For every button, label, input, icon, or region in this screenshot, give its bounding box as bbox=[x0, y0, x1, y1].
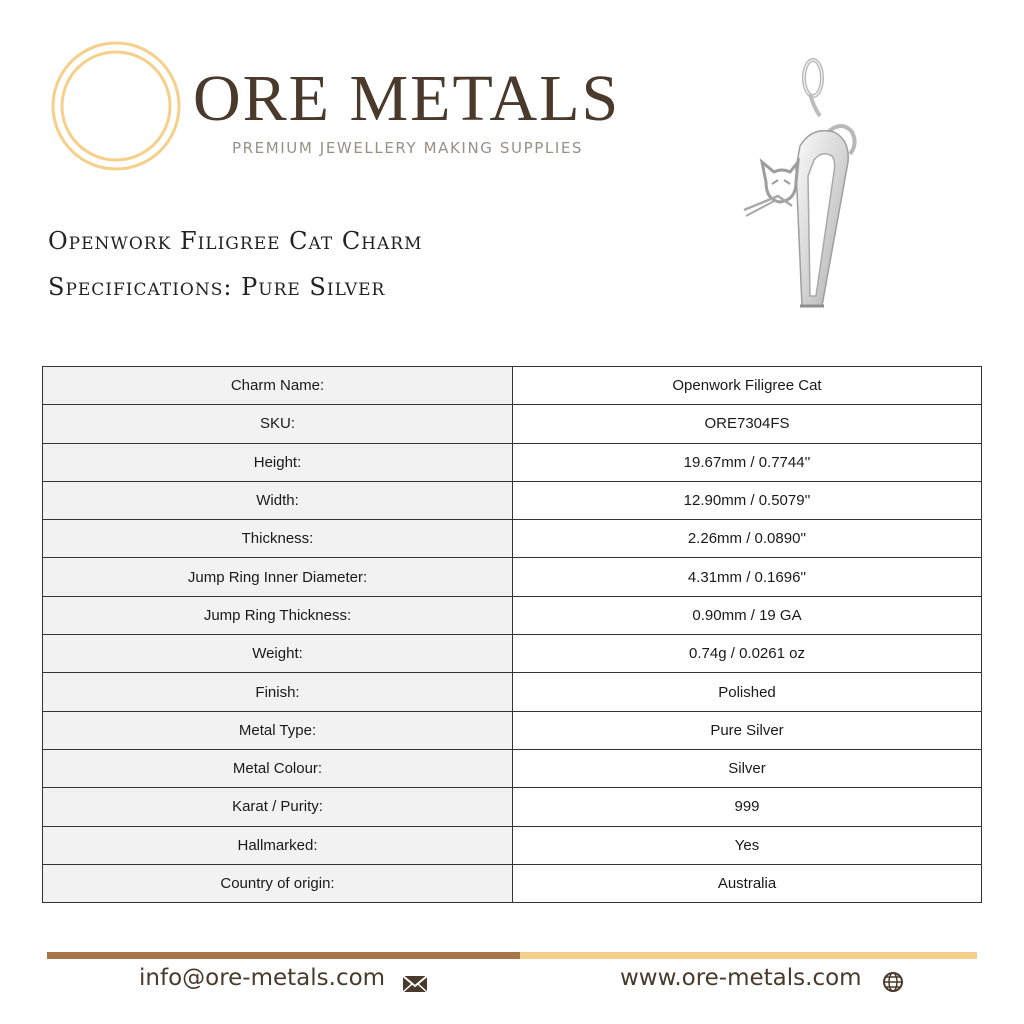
spec-label: Jump Ring Thickness: bbox=[43, 596, 513, 634]
table-row bbox=[43, 367, 982, 405]
table-row bbox=[43, 481, 982, 519]
spec-label: Height: bbox=[43, 443, 513, 481]
spec-value: Openwork Filigree Cat bbox=[513, 367, 982, 405]
spec-value: 12.90mm / 0.5079'' bbox=[513, 481, 982, 519]
brand-name: ORE METALS bbox=[193, 62, 621, 135]
cat-charm-icon bbox=[730, 50, 870, 320]
table-row bbox=[43, 788, 982, 826]
table-row bbox=[43, 826, 982, 864]
logo-ring-icon bbox=[50, 40, 182, 172]
spec-label: Country of origin: bbox=[43, 864, 513, 902]
footer-bar-left bbox=[47, 952, 520, 959]
spec-value: 2.26mm / 0.0890'' bbox=[513, 520, 982, 558]
spec-label: Width: bbox=[43, 481, 513, 519]
footer-website-link[interactable]: www.ore-metals.com bbox=[620, 965, 862, 991]
footer-bar-right bbox=[520, 952, 977, 959]
table-row bbox=[43, 673, 982, 711]
spec-value: Silver bbox=[513, 749, 982, 787]
table-row bbox=[43, 405, 982, 443]
table-row bbox=[43, 596, 982, 634]
spec-label: Thickness: bbox=[43, 520, 513, 558]
spec-table bbox=[42, 366, 982, 903]
table-row bbox=[43, 864, 982, 902]
spec-label: Charm Name: bbox=[43, 367, 513, 405]
spec-label: Weight: bbox=[43, 635, 513, 673]
spec-value: 4.31mm / 0.1696'' bbox=[513, 558, 982, 596]
spec-label: Finish: bbox=[43, 673, 513, 711]
spec-label: Metal Type: bbox=[43, 711, 513, 749]
spec-label: Hallmarked: bbox=[43, 826, 513, 864]
product-specifications: Specifications: Pure Silver bbox=[48, 273, 386, 301]
spec-value: Yes bbox=[513, 826, 982, 864]
table-row bbox=[43, 635, 982, 673]
spec-value: Australia bbox=[513, 864, 982, 902]
table-row bbox=[43, 711, 982, 749]
brand-tagline: PREMIUM JEWELLERY MAKING SUPPLIES bbox=[232, 139, 584, 157]
spec-label: Karat / Purity: bbox=[43, 788, 513, 826]
table-row bbox=[43, 520, 982, 558]
spec-value: 19.67mm / 0.7744'' bbox=[513, 443, 982, 481]
spec-value: 0.90mm / 19 GA bbox=[513, 596, 982, 634]
spec-value: 0.74g / 0.0261 oz bbox=[513, 635, 982, 673]
spec-value: Polished bbox=[513, 673, 982, 711]
spec-label: SKU: bbox=[43, 405, 513, 443]
spec-value: ORE7304FS bbox=[513, 405, 982, 443]
table-row bbox=[43, 443, 982, 481]
table-row bbox=[43, 558, 982, 596]
product-title: Openwork Filigree Cat Charm bbox=[48, 227, 423, 255]
spec-label: Metal Colour: bbox=[43, 749, 513, 787]
spec-value: Pure Silver bbox=[513, 711, 982, 749]
envelope-icon bbox=[402, 975, 428, 993]
footer-email-link[interactable]: info@ore-metals.com bbox=[139, 965, 386, 991]
spec-value: 999 bbox=[513, 788, 982, 826]
table-row bbox=[43, 749, 982, 787]
globe-icon bbox=[882, 971, 904, 993]
spec-label: Jump Ring Inner Diameter: bbox=[43, 558, 513, 596]
